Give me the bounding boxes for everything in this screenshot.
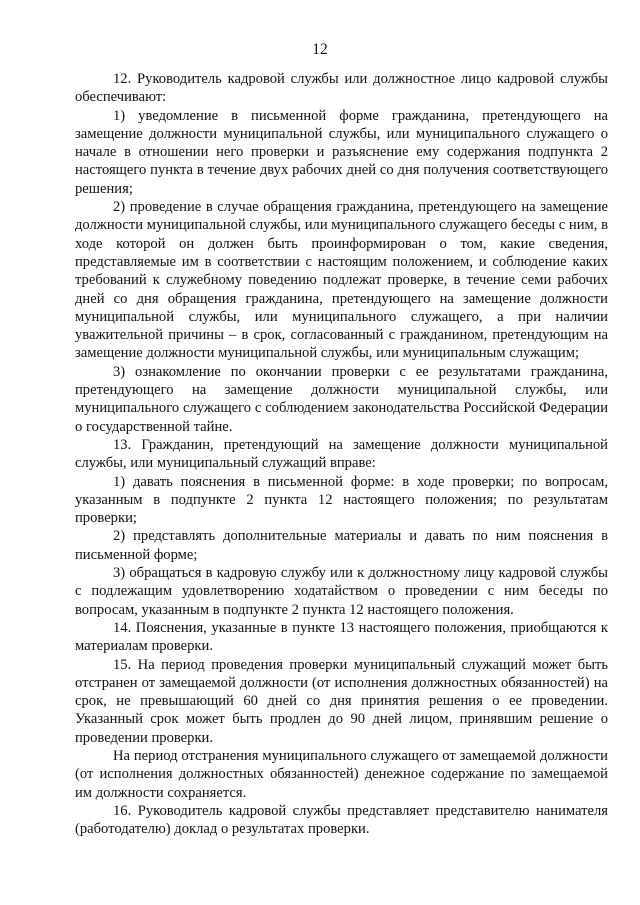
paragraph-13-item-3: 3) обращаться в кадровую службу или к должностному лицу кадровой службы с подлежащим удовлетворению ходатайством о проведении с ним беседы по вопросам, указанным в подпункте 2 пункта 12 настоящего положения. <box>75 565 608 618</box>
paragraph-13-item-1: 1) давать пояснения в письменной форме: в ходе проверки; по вопросам, указанным в подпункте 2 пункта 12 настоящего положения; по результатам проверки; <box>75 473 608 527</box>
page-number: 12 <box>312 41 328 58</box>
paragraph-16: 16. Руководитель кадровой службы представляет представителю нанимателя (работодателю) доклад о результатах проверки. <box>75 802 608 838</box>
paragraph-15: 15. На период проведения проверки муниципальный служащий может быть отстранен от замещаемой должности (от исполнения должностных обязанностей) на срок, не превышающий 60 дней со дня принятия решения о ее проведении. Указанный срок может быть продлен до 90 дней лицом, принявшим решение о проведении проверки. <box>75 656 608 746</box>
paragraph-12-item-2: 2) проведение в случае обращения гражданина, претендующего на замещение должности муниципальной службы, или муниципального служащего беседы с ним, в ходе которой он должен быть проинформирован о том, какие сведения, представляемые им в соответствии с настоящим положением, и соблюдение каких требований к служебному поведению подлежат проверке, в течение семи рабочих дней со дня обращения гражданина, претендующего на замещение должности муниципальной службы, или муниципального служащего, а при наличии уважительной причины – в срок, согласованный с гражданином, претендующим на замещение должности муниципальной службы, или муниципальным служащим; <box>75 199 608 362</box>
paragraph-12-item-3: 3) ознакомление по окончании проверки с ее результатами гражданина, претендующего на замещение должности муниципальной службы, или муниципального служащего с соблюдением законодательства Российской Федерации о государственной тайне. <box>75 363 608 435</box>
paragraph-13: 13. Гражданин, претендующий на замещение должности муниципальной службы, или муниципальный служащий вправе: <box>75 436 608 472</box>
paragraph-15-continuation: На период отстранения муниципального служащего от замещаемой должности (от исполнения должностных обязанностей) денежное содержание по замещаемой им должности сохраняется. <box>75 747 608 801</box>
paragraph-14: 14. Пояснения, указанные в пункте 13 настоящего положения, приобщаются к материалам проверки. <box>75 619 608 655</box>
paragraph-12-item-1: 1) уведомление в письменной форме гражданина, претендующего на замещение должности муниципальной службы, или муниципального служащего о начале в отношении него проверки и разъяснение ему содержания подпункта 2 настоящего пункта в течение двух рабочих дней со дня получения соответствующего решения; <box>75 107 608 197</box>
paragraph-13-item-2: 2) представлять дополнительные материалы и давать по ним пояснения в письменной форме; <box>75 528 608 563</box>
paragraph-12: 12. Руководитель кадровой службы или должностное лицо кадровой службы обеспечивают: <box>75 71 608 106</box>
document-body <box>75 70 608 838</box>
